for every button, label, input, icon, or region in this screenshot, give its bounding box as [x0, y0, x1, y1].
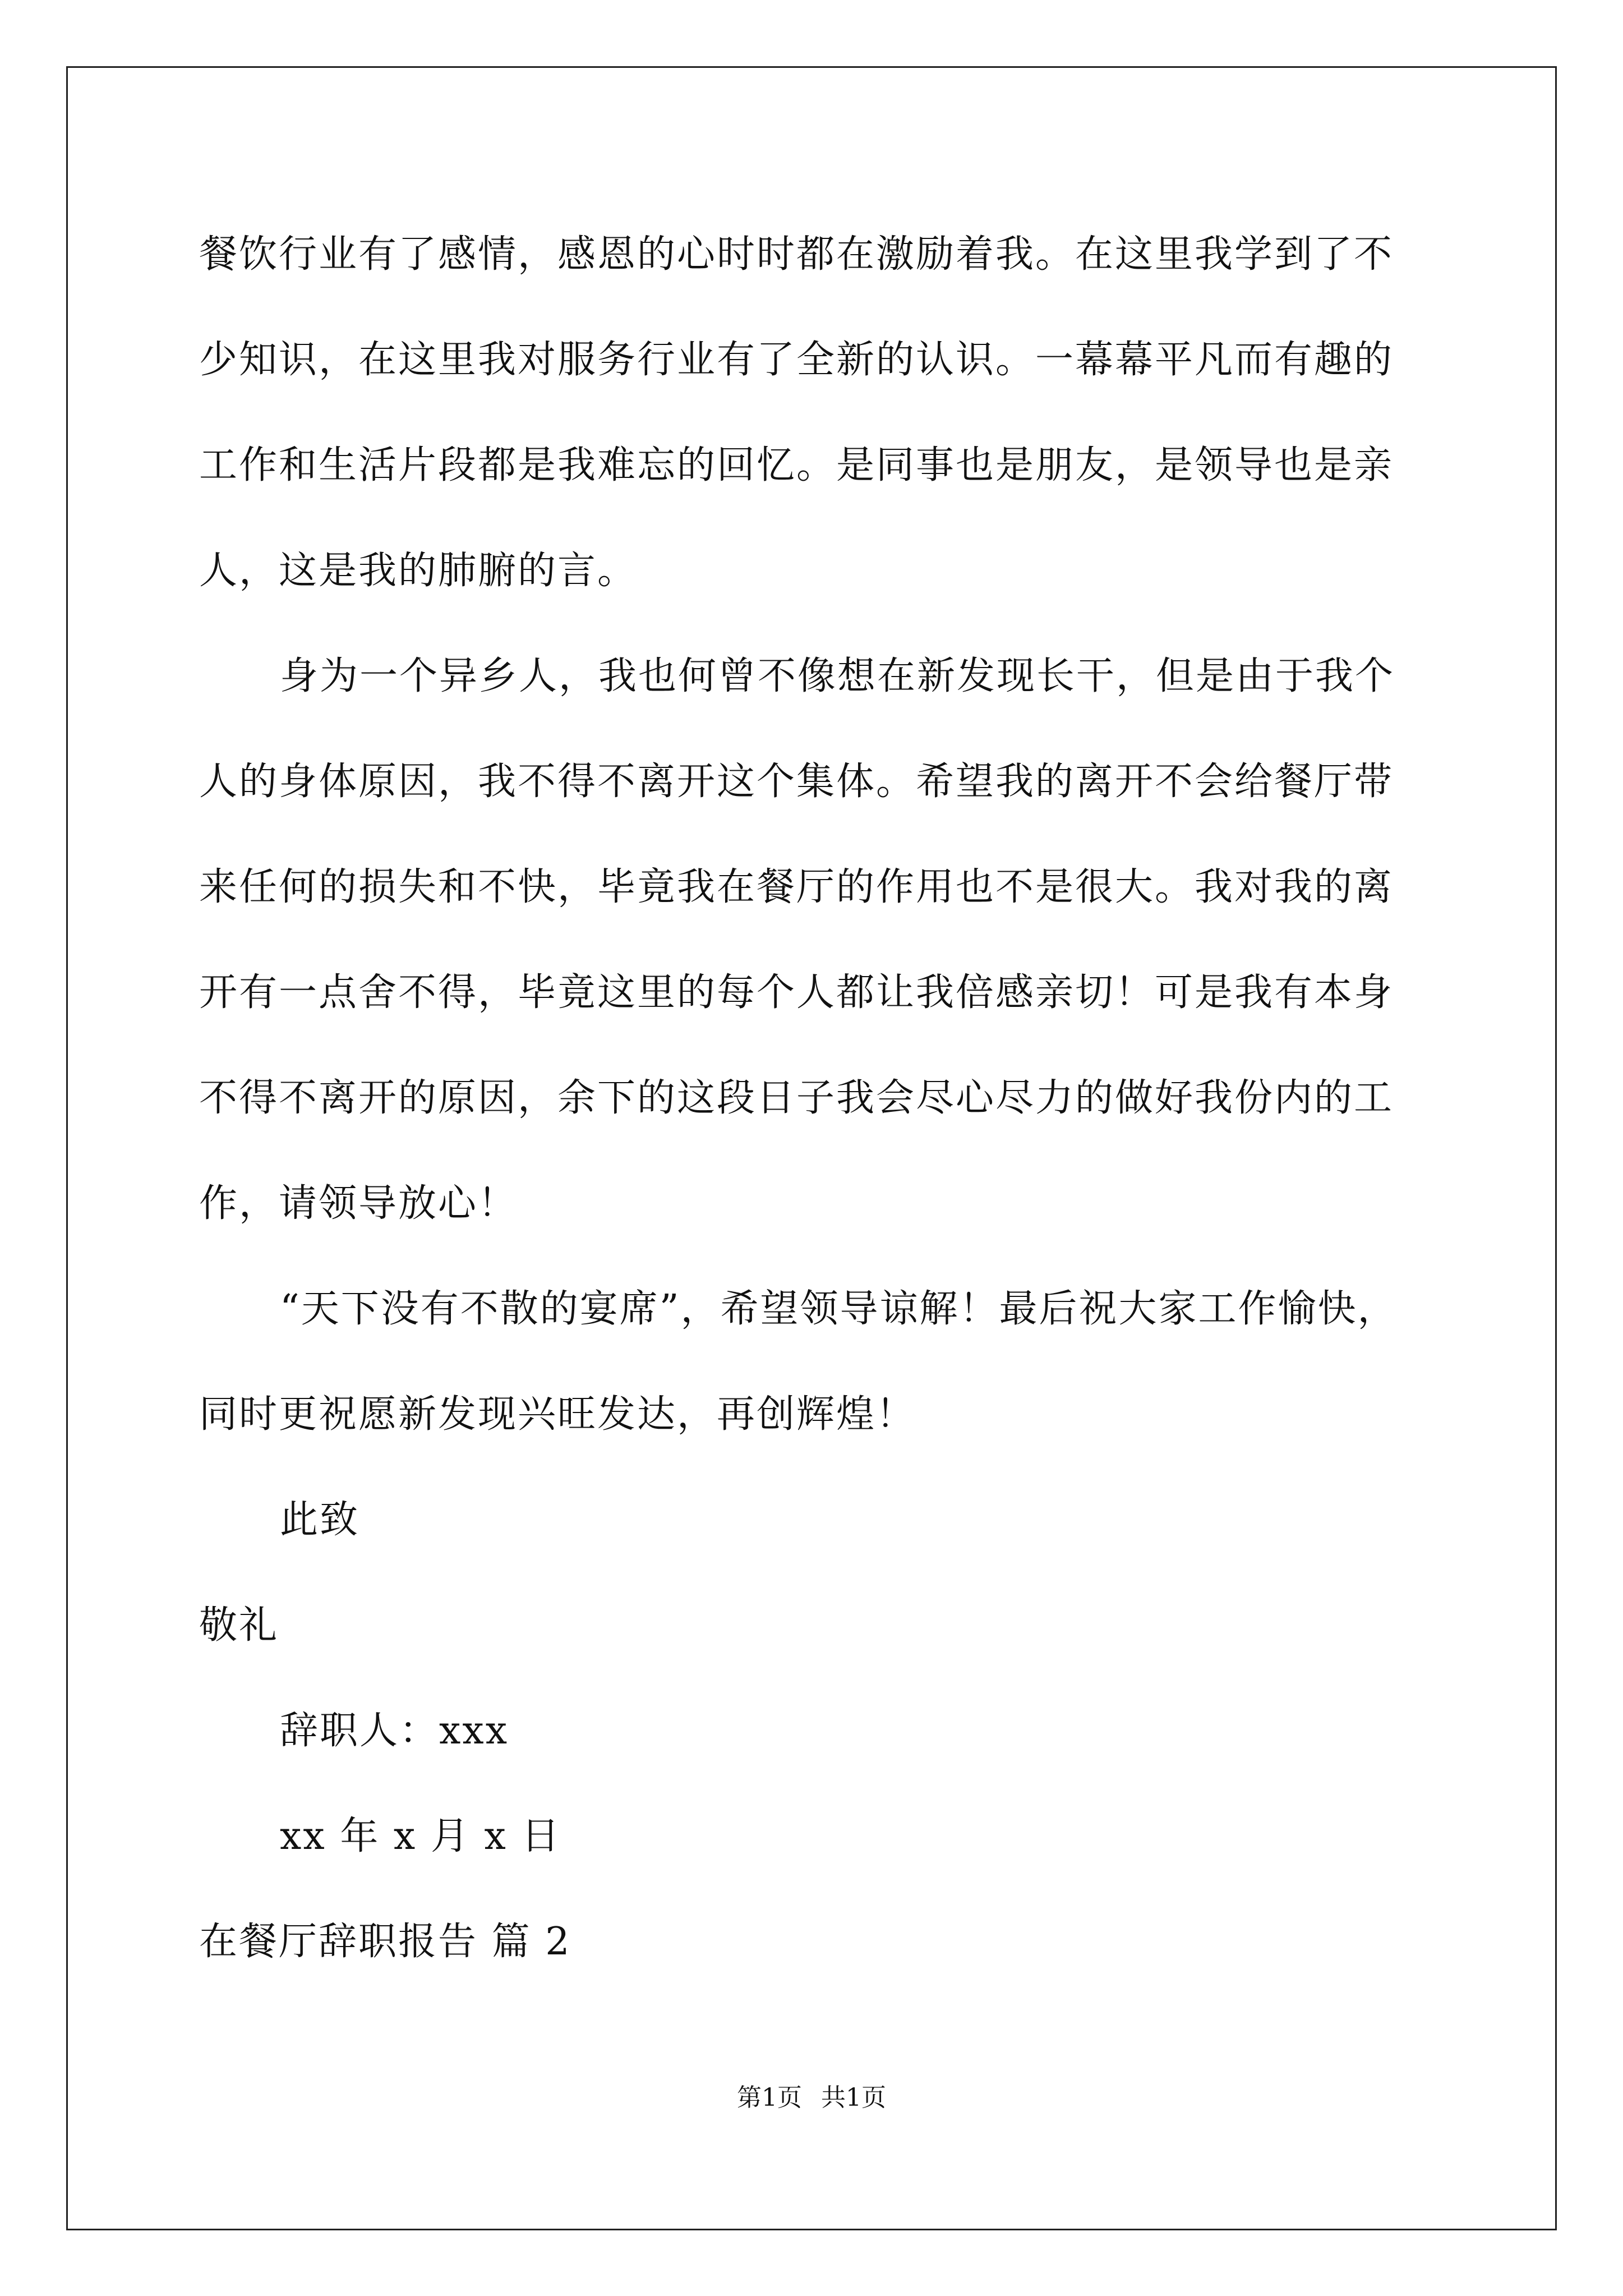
paragraph-line: 作，请领导放心！	[199, 1181, 518, 1226]
paragraph-line: “天下没有不散的宴席”，希望领导谅解！最后祝大家工作愉快，	[280, 1287, 1398, 1331]
paragraph-line: 不得不离开的原因，余下的这段日子我会尽心尽力的做好我份内的工	[199, 1076, 1394, 1120]
page-number: 第1页	[737, 2083, 802, 2112]
page-total: 共1页	[821, 2083, 886, 2112]
paragraph-line: 人，这是我的肺腑的言。	[199, 549, 638, 593]
paragraph-line: 同时更祝愿新发现兴旺发达，再创辉煌！	[199, 1392, 916, 1437]
paragraph-line: 人的身体原因，我不得不离开这个集体。希望我的离开不会给餐厅带	[199, 760, 1394, 804]
paragraph-line: 工作和生活片段都是我难忘的回忆。是同事也是朋友，是领导也是亲	[199, 443, 1394, 487]
paragraph-line: 餐饮行业有了感情，感恩的心时时都在激励着我。在这里我学到了不	[199, 232, 1394, 277]
paragraph-line: 开有一点舍不得，毕竟这里的每个人都让我倍感亲切！可是我有本身	[199, 970, 1394, 1015]
paragraph-line: 少知识，在这里我对服务行业有了全新的认识。一幕幕平凡而有趣的	[199, 338, 1394, 382]
salutation-line: 敬礼	[199, 1603, 279, 1648]
page-footer	[0, 2081, 1623, 2115]
paragraph-line: 身为一个异乡人，我也何曾不像想在新发现长干，但是由于我个	[280, 654, 1395, 698]
date-line: xx 年 x 月 x 日	[280, 1814, 561, 1858]
section-heading: 在餐厅辞职报告 篇 2	[199, 1920, 571, 1964]
document-body	[199, 202, 1438, 1995]
paragraph-line: 来任何的损失和不快，毕竟我在餐厅的作用也不是很大。我对我的离	[199, 865, 1394, 909]
signature-line: 辞职人：xxx	[280, 1709, 509, 1753]
salutation-line: 此致	[280, 1498, 360, 1542]
